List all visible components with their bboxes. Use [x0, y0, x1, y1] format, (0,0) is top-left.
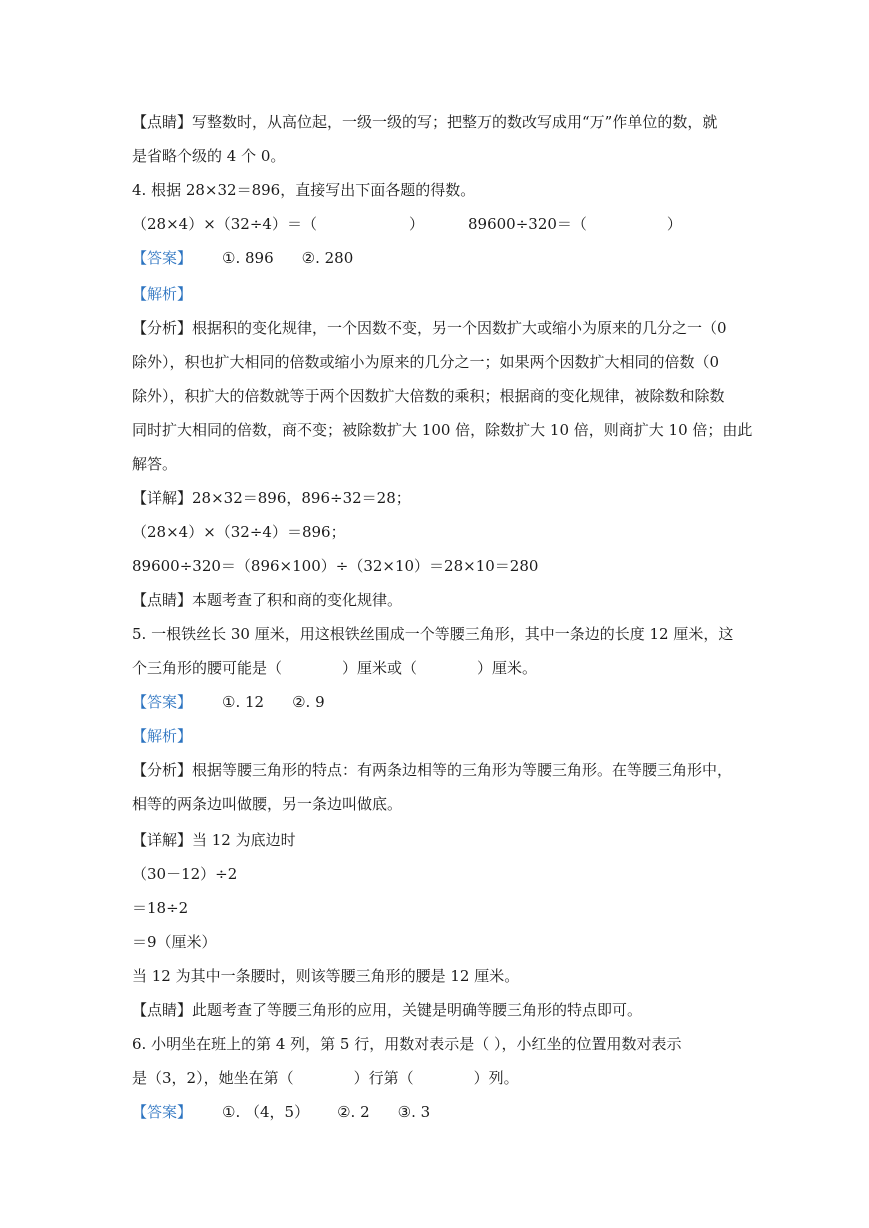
tip-paragraph: 【点睛】此题考查了等腰三角形的应用，关键是明确等腰三角形的特点即可。	[132, 1001, 643, 1019]
question-6-stem-line-2	[132, 1068, 519, 1088]
answer-tag: 【答案】	[132, 1103, 193, 1121]
question-4-blanks	[132, 214, 682, 234]
question-4-stem: 4. 根据 28×32＝896，直接写出下面各题的得数。	[132, 181, 476, 199]
stem-part-2: ）行第（	[353, 1069, 414, 1087]
answer-item-3: ③. 3	[397, 1103, 431, 1121]
detail-line-1: 【详解】当 12 为底边时	[132, 831, 296, 849]
answer-item-2: ②. 280	[301, 249, 354, 267]
answer-item-1: ①. 896	[222, 249, 274, 267]
blank-expression-1: （28×4）×（32÷4）＝（	[132, 215, 317, 233]
analysis-paragraph-line-2: 除外），积也扩大相同的倍数或缩小为原来的几分之一；如果两个因数扩大相同的倍数（0	[132, 353, 720, 371]
question-6-stem-line-1: 6. 小明坐在班上的第 4 列，第 5 行，用数对表示是（ ），小红坐的位置用数对表示	[132, 1035, 682, 1053]
analysis-tag: 【解析】	[132, 285, 193, 303]
answer-item-1: ①. （4，5）	[222, 1103, 310, 1121]
stem-part-2: ）厘米或（	[342, 659, 418, 677]
answer-tag: 【答案】	[132, 249, 193, 267]
blank-close-2: ）	[666, 215, 682, 233]
stem-part-1: 个三角形的腰可能是（	[132, 659, 283, 677]
analysis-paragraph-line-3: 除外），积扩大的倍数就等于两个因数扩大倍数的乘积；根据商的变化规律，被除数和除数	[132, 387, 725, 405]
blank-expression-2: 89600÷320＝（	[467, 215, 587, 233]
tip-paragraph-line-1: 【点睛】写整数时，从高位起，一级一级的写；把整万的数改写成用“万”作单位的数，就	[132, 113, 718, 131]
answer-item-2: ②. 9	[292, 693, 325, 711]
answer-item-2: ②. 2	[337, 1103, 370, 1121]
question-5-stem-line-2	[132, 658, 537, 678]
analysis-paragraph-line-1: 【分析】根据等腰三角形的特点：有两条边相等的三角形为等腰三角形。在等腰三角形中，	[132, 761, 733, 779]
analysis-paragraph-line-1: 【分析】根据积的变化规律，一个因数不变，另一个因数扩大或缩小为原来的几分之一（0	[132, 319, 727, 337]
analysis-paragraph-line-5: 解答。	[132, 455, 178, 473]
analysis-paragraph-line-2: 相等的两条边叫做腰，另一条边叫做底。	[132, 795, 403, 813]
answer-tag: 【答案】	[132, 693, 193, 711]
question-5-stem-line-1: 5. 一根铁丝长 30 厘米，用这根铁丝围成一个等腰三角形，其中一条边的长度 12 厘米，这	[132, 625, 734, 643]
detail-line-5: 当 12 为其中一条腰时，则该等腰三角形的腰是 12 厘米。	[132, 967, 520, 985]
stem-part-3: ）厘米。	[477, 659, 538, 677]
answer-item-1: ①. 12	[222, 693, 265, 711]
question-5-answer	[132, 692, 325, 712]
question-6-answer	[132, 1102, 430, 1122]
tip-paragraph-line-2: 是省略个级的 4 个 0。	[132, 147, 286, 165]
analysis-paragraph-line-4: 同时扩大相同的倍数，商不变；被除数扩大 100 倍，除数扩大 10 倍，则商扩大 10 倍；由此	[132, 421, 753, 439]
question-4-answer	[132, 248, 353, 268]
detail-line-2: （30－12）÷2	[132, 865, 238, 883]
detail-line-3: ＝18÷2	[132, 899, 189, 917]
detail-line-2: （28×4）×（32÷4）＝896；	[132, 523, 346, 541]
tip-paragraph: 【点睛】本题考查了积和商的变化规律。	[132, 591, 403, 609]
detail-line-4: ＝9（厘米）	[132, 933, 217, 951]
stem-part-3: ）列。	[473, 1069, 519, 1087]
stem-part-1: 是（3，2），她坐在第（	[132, 1069, 294, 1087]
analysis-tag: 【解析】	[132, 727, 193, 745]
blank-close-1: ）	[408, 215, 424, 233]
detail-line-1: 【详解】28×32＝896，896÷32＝28；	[132, 489, 411, 507]
detail-line-3: 89600÷320＝（896×100）÷（32×10）＝28×10＝280	[132, 557, 539, 575]
